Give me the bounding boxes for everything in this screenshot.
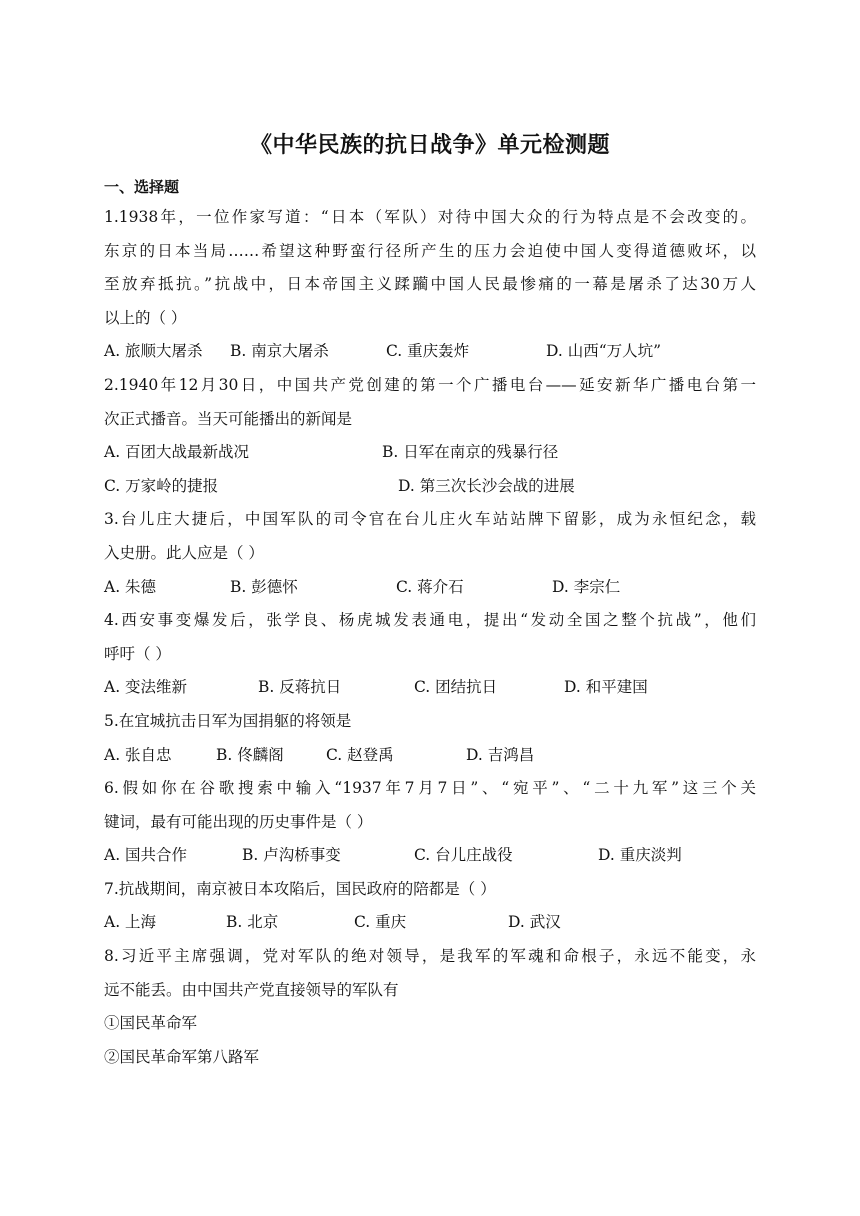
option-row [104,335,756,369]
question-text-line: 3.台儿庄大捷后，中国军队的司令官在台儿庄火车站站牌下留影，成为永恒纪念，载 [104,510,756,529]
option-c: C. 重庆轰炸 [386,342,470,361]
option-a: A. 百团大战最新战况 [104,443,250,462]
question-text-line: 5.在宜城抗击日军为国捐躯的将领是 [104,711,352,730]
option-a: A. 旅顺大屠杀 [104,342,203,361]
option-d: D. 重庆淡判 [598,846,682,865]
question-text-line: 8.习近平主席强调，党对军队的绝对领导，是我军的军魂和命根子，永远不能变，永 [104,947,756,966]
question-text-line: 呼吁（ ） [104,644,171,663]
option-c: C. 蒋介石 [396,577,464,596]
question-text-line: 远不能丢。由中国共产党直接领导的军队有 [104,980,399,999]
option-row [104,436,756,470]
option-d: D. 李宗仁 [552,577,621,596]
option-c: C. 赵登禹 [326,745,394,764]
statement-2: ②国民革命军第八路军 [104,1047,260,1066]
question-6 [104,772,756,873]
option-row [104,671,756,705]
question-text-line: 入史册。此人应是（ ） [104,543,264,562]
option-c: C. 重庆 [354,913,407,932]
question-7 [104,873,756,940]
option-b: B. 反蒋抗日 [258,678,342,697]
option-d: D. 和平建国 [564,678,648,697]
option-c: C. 台儿庄战役 [414,846,513,865]
question-5 [104,705,756,772]
option-d: D. 吉鸿昌 [466,745,535,764]
option-row [104,571,756,605]
question-text-line: 至放弃抵抗。”抗战中，日本帝国主义蹂躏中国人民最惨痛的一幕是屠杀了达30万人 [104,275,756,294]
question-text-line: 东京的日本当局……希望这种野蛮行径所产生的压力会迫使中国人变得道德败坏，以 [104,241,756,260]
option-b: B. 北京 [226,913,279,932]
question-1 [104,201,756,369]
question-text-line: 键词，最有可能出现的历史事件是（ ） [104,812,373,831]
question-text-line: 次正式播音。当天可能播出的新闻是 [104,409,353,428]
statement-1: ①国民革命军 [104,1014,198,1033]
option-a: A. 上海 [104,913,157,932]
question-text-line: 6.假如你在谷歌搜索中输入“1937年7月7日”、“宛平”、“二十九军”这三个关 [104,779,756,798]
question-text-line: 1.1938年，一位作家写道：“日本（军队）对待中国大众的行为特点是不会改变的。 [104,208,756,226]
option-b: B. 卢沟桥事变 [242,846,341,865]
option-a: A. 张自忠 [104,745,172,764]
section-heading: 一、选择题 [104,178,180,196]
option-b: B. 南京大屠杀 [230,342,329,361]
option-a: A. 朱德 [104,577,157,596]
option-d: D. 山西“万人坑” [546,342,662,361]
option-d: D. 武汉 [508,913,561,932]
option-d: D. 第三次长沙会战的进展 [398,476,575,495]
question-3 [104,503,756,604]
document-title: 《中华民族的抗日战争》单元检测题 [249,133,610,158]
question-text-line: 以上的（ ） [104,308,187,327]
option-row [104,839,756,873]
question-text-line: 7.抗战期间，南京被日本攻陷后，国民政府的陪都是（ ） [104,879,496,898]
option-row [104,739,756,773]
option-a: A. 变法维新 [104,678,188,697]
option-row [104,906,756,940]
option-b: B. 彭德怀 [230,577,298,596]
question-text-line: 2.1940年12月30日，中国共产党创建的第一个广播电台——延安新华广播电台第一 [104,375,756,394]
option-b: B. 佟麟阁 [216,745,284,764]
question-text-line: 4.西安事变爆发后，张学良、杨虎城发表通电，提出“发动全国之整个抗战”，他们 [104,611,756,630]
question-2 [104,369,756,503]
option-a: A. 国共合作 [104,846,188,865]
option-c: C. 万家岭的捷报 [104,476,219,495]
option-c: C. 团结抗日 [414,678,498,697]
question-8 [104,940,756,1074]
option-row [104,470,756,504]
question-list [104,201,756,1074]
option-b: B. 日军在南京的残暴行径 [382,443,559,462]
question-4 [104,604,756,705]
